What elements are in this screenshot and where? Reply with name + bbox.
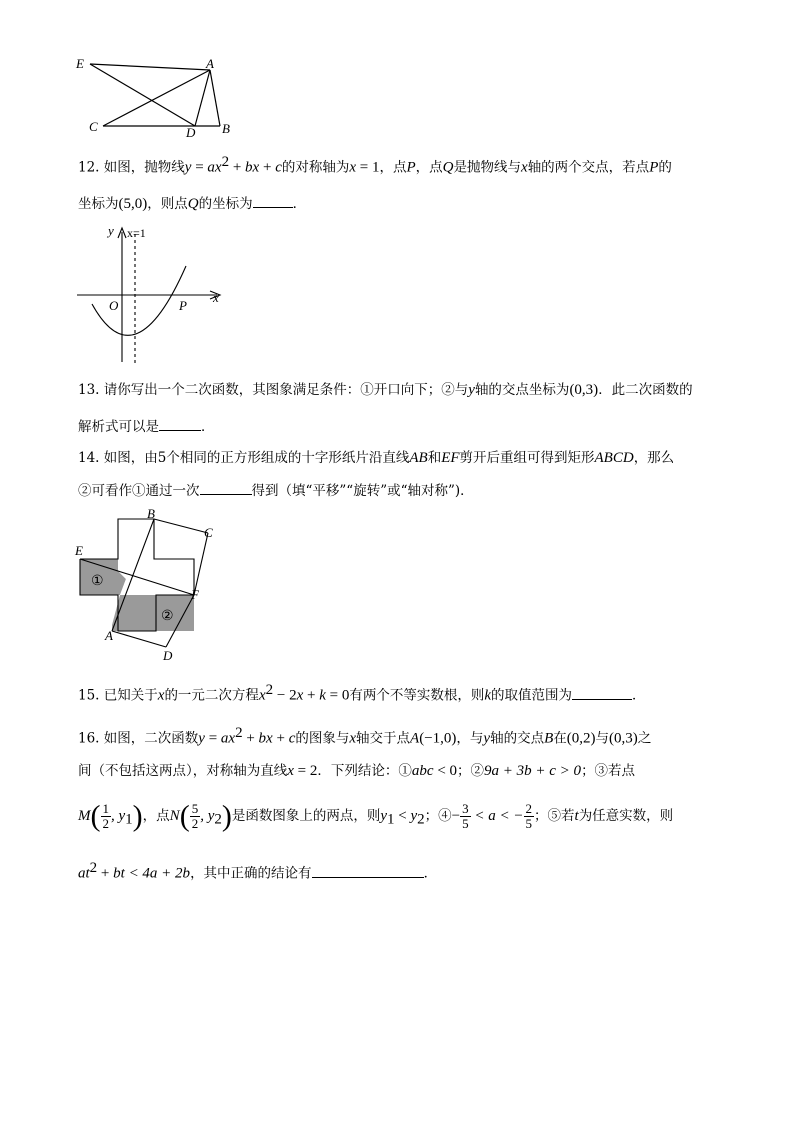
q13-line1: 13. 请你写出一个二次函数，其图象满足条件：①开口向下；②与y轴的交点坐标为(0,3)．此二次函数的 [78,382,693,398]
label-C: C [204,525,213,540]
label-A: A [206,56,214,71]
label-E: E [76,56,84,71]
label-B: B [222,121,230,136]
label-O: O [109,298,119,313]
label-D: D [186,125,196,140]
label-E: E [75,543,83,558]
answer-blank-q13 [159,416,201,431]
region-2-label: ② [161,609,174,624]
answer-blank-q15 [572,685,632,700]
label-P: P [179,298,187,313]
q13-line2: 解析式可以是 ． [78,416,215,436]
q14-line1: 14. 如图，由5个相同的正方形组成的十字形纸片沿直线AB和EF剪开后重组可得到矩形ABCD，那么 [78,450,675,466]
figure-cross [70,507,230,667]
axis-label-sym: x=1 [127,226,146,240]
label-D: D [163,648,173,663]
label-C: C [89,119,98,134]
axis-label-y: y [108,223,114,238]
q12-line2: 坐标为(5,0)，则点Q的坐标为 ． [78,193,306,213]
label-A: A [105,628,113,643]
q15-line1: 15. 已知关于x的一元二次方程$x^2 - 2x + k = 0$有两个不等实数根，则k的取值范围为 ． [78,682,646,704]
label-B: B [147,507,155,521]
label-F: F [191,587,199,602]
answer-blank-q12 [253,193,293,208]
region-1-label: ① [91,574,104,589]
q16-line2: 间（不包括这两点），对称轴为直线x = 2．下列结论：①abc < 0；②9a + 3b + c > 0；③若点 [78,763,636,779]
q12-line1: 12. 如图，抛物线$y = ax^2$ + bx + c的对称轴为x = 1，点P，点Q是抛物线与x轴的两个交点，若点P的 [78,154,672,176]
q14-line2: ②可看作①通过一次 得到（填“平移”“旋转”或“轴对称”)． [78,480,474,500]
q16-line1: 16. 如图，二次函数$y = ax^2$ + bx + c的图象与x轴交于点A(−1,0)，与y轴的交点B在(0,2)与(0,3)之 [78,725,652,747]
answer-blank-q14 [200,480,252,495]
answer-blank-q16 [312,863,424,878]
q16-line4: $at^2$ + bt < 4a + 2b，其中正确的结论有 ． [78,860,438,882]
axis-label-x: x [213,290,219,305]
figure-parabola [72,222,232,372]
q16-line3: M( $\frac{1}{2}$ , $y_1$)，点N( $\frac{5}{2}$ , $y_2$)是函数图象上的两点，则$y_1 < y_2$；④− $\frac{3}{5}$ < a < − $\frac{2}{5}$ ；⑤若t为任意实数，则 [78,799,674,833]
figure-triangles [70,52,240,144]
